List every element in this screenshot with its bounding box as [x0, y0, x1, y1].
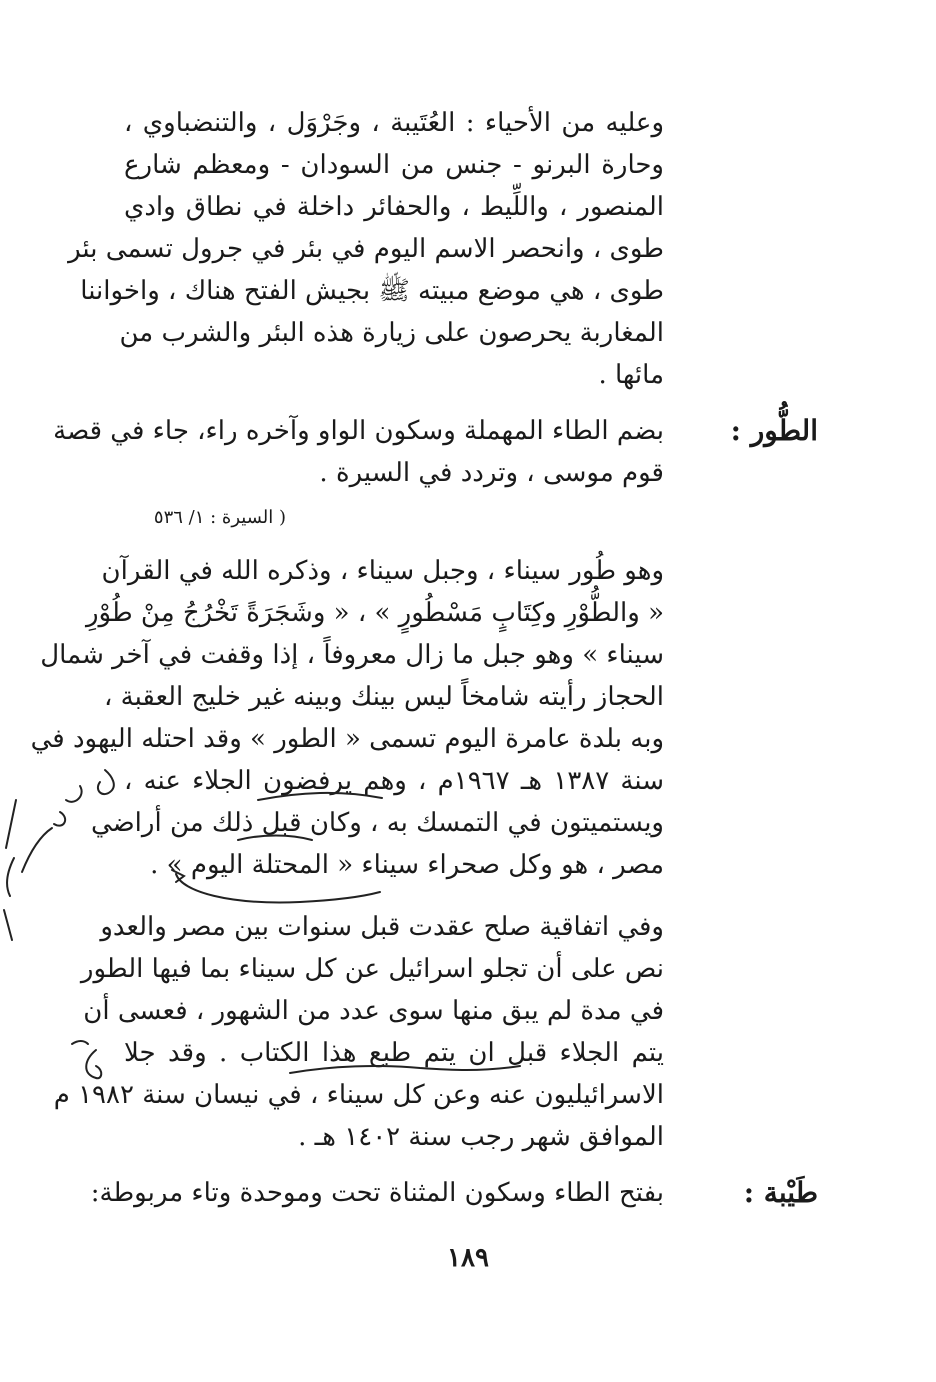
text-line: الحجاز رأيته شامخاً ليس بينك وبينه غير خليج العقبة ،: [103, 682, 664, 712]
pen-underline: [238, 836, 312, 841]
pen-marginal-scribble: [4, 858, 14, 940]
text-line: بضم الطاء المهملة وسكون الواو وآخره راء، جاء في قصة: [53, 416, 664, 446]
text-line: وبه بلدة عامرة اليوم تسمى « الطور » وقد احتله اليهود في: [30, 724, 664, 754]
page-number: ١٨٩: [447, 1243, 489, 1273]
pen-arrow: [172, 870, 184, 882]
text-line: يتم الجلاء قبل ان يتم طبع هذا الكتاب . وقد جلا: [124, 1038, 664, 1068]
headword-tayba: طَيْبة :: [743, 1176, 818, 1209]
text-line: وحارة البرنو - جنس من السودان - ومعظم شارع: [124, 150, 664, 180]
pen-marginal-scribble: [98, 770, 114, 794]
pen-marginal-scribble: [54, 786, 82, 826]
headword-tur: الطُّور :: [730, 414, 818, 447]
text-line: طوى ، وانحصر الاسم اليوم في بئر في جرول تسمى بئر: [68, 234, 664, 264]
citation-sira: ( السيرة : ١/ ٥٣٦: [153, 507, 286, 528]
text-line: بفتح الطاء وسكون المثناة تحت وموحدة وتاء مربوطة:: [90, 1178, 664, 1208]
text-line: وعليه من الأحياء : العُتَيبة ، وجَرْوَل ، والتنضباوي ،: [124, 108, 664, 138]
text-line: سنة ١٣٨٧ هـ ١٩٦٧م ، وهم يرفضون الجلاء عنه ،: [124, 766, 664, 796]
text-line: ويستميتون في التمسك به ، وكان قبل ذلك من أراضي: [90, 808, 664, 838]
text-line: مصر ، هو وكل صحراء سيناء « المحتلة اليوم » .: [150, 850, 664, 880]
text-line: المغاربة يحرصون على زيارة هذه البئر والشرب من: [119, 318, 664, 348]
text-line: المنصور ، واللِّيط ، والحفائر داخلة في نطاق وادي: [124, 192, 664, 222]
pen-marginal-mark: [86, 1050, 101, 1078]
pen-underline: [258, 793, 382, 800]
text-line: « والطُّوْرِ وكِتَابٍ مَسْطُورٍ » ، « وشَجَرَةً تَخْرُجُ مِنْ طُوْرِ: [85, 598, 664, 628]
text-line: نص على أن تجلو اسرائيل عن كل سيناء بما فيها الطور: [80, 954, 664, 984]
text-line: سيناء » وهو جبل ما زال معروفاً ، إذا وقفت في آخر شمال: [40, 640, 664, 670]
text-line: وفي اتفاقية صلح عقدت قبل سنوات بين مصر والعدو: [100, 912, 664, 942]
text-line: مائها .: [598, 360, 664, 390]
text-line: الاسرائيليون عنه وعن كل سيناء ، في نيسان سنة ١٩٨٢ م: [53, 1080, 664, 1110]
pen-marginal-mark: [72, 1041, 88, 1044]
pen-underline: [290, 1066, 520, 1073]
text-line: في مدة لم يبق منها سوى عدد من الشهور ، فعسى أن: [83, 996, 664, 1026]
pen-curve: [176, 874, 380, 902]
text-line: طوى ، هي موضع مبيته ﷺ بجيش الفتح هناك ، واخواننا: [80, 276, 664, 306]
text-line: الموافق شهر رجب سنة ١٤٠٢ هـ .: [298, 1122, 664, 1152]
text-line: قوم موسى ، وتردد في السيرة .: [319, 458, 664, 488]
text-line: وهو طُور سيناء ، وجبل سيناء ، وذكره الله في القرآن: [101, 556, 664, 586]
